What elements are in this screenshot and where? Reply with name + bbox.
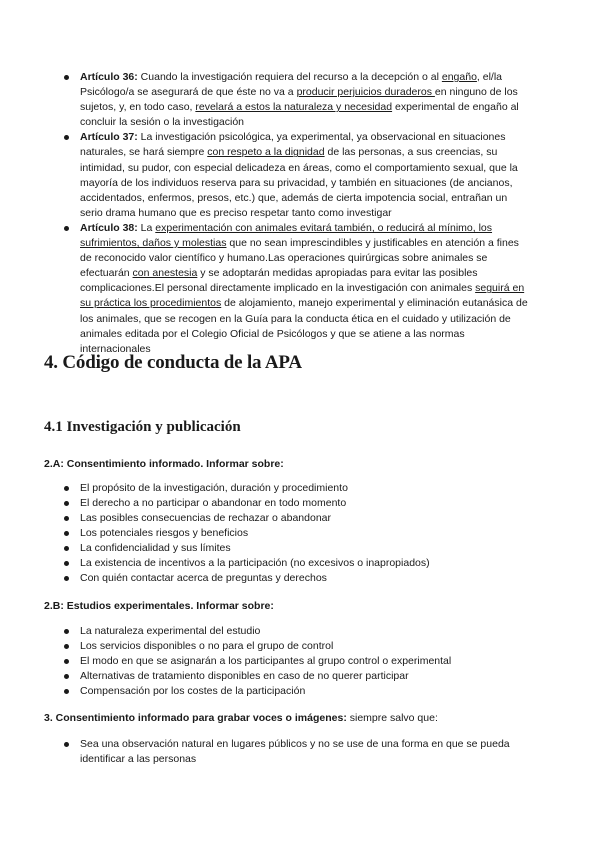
article-paragraph <box>80 130 528 221</box>
article-text: La investigación psicológica, ya experimental, ya observacional en situaciones naturales, se hará siempre <box>80 131 506 159</box>
subheading-3-suffix: siempre salvo que: <box>346 712 438 724</box>
article-text: experimental de engaño al concluir la sesión o la investigación <box>80 101 519 129</box>
article-text: La <box>137 221 156 234</box>
list-2a <box>62 481 542 586</box>
underlined-text: producir perjuicios duraderos <box>296 86 435 99</box>
article-item <box>62 130 528 221</box>
subheading-3-title: 3. Consentimiento informado para grabar voces o imágenes: <box>44 712 347 724</box>
article-text: , el/la Psicólogo/a se asegurará de que éste no va a <box>80 71 503 99</box>
list-item: La existencia de incentivos a la participación (no excesivos o inapropiados) <box>62 556 542 571</box>
underlined-text: seguirá en su práctica los procedimientos <box>80 282 525 310</box>
subheading-2b: 2.B: Estudios experimentales. Informar sobre: <box>44 600 274 612</box>
article-text: en ninguno de los sujetos, y, en todo caso, <box>80 86 518 114</box>
list-item: El modo en que se asignarán a los participantes al grupo control o experimental <box>62 654 542 669</box>
list-item: Los servicios disponibles o no para el grupo de control <box>62 639 542 654</box>
list-item: La confidencialidad y sus límites <box>62 541 542 556</box>
list-item: Sea una observación natural en lugares públicos y no se use de una forma en que se pueda identificar a las personas <box>62 737 512 767</box>
underlined-text: con respeto a la dignidad <box>207 146 325 159</box>
article-paragraph <box>80 70 528 130</box>
article-paragraph <box>80 221 528 357</box>
list-item: Las posibles consecuencias de rechazar o abandonar <box>62 511 542 526</box>
articles-list <box>62 70 528 357</box>
underlined-text: con anestesia <box>132 267 198 280</box>
list-item: El derecho a no participar o abandonar en todo momento <box>62 496 542 511</box>
article-text: de alojamiento, manejo experimental y eliminación eutanásica de los animales, que se recogen en la Guía para la conducta ética en el cuidado y utilización de animales editada por el Colegio Oficial de Psicólogos y que se atiene a las normas internacionales <box>80 297 528 355</box>
underlined-text: experimentación con animales evitará también, o reducirá al mínimo, los sufrimientos, daños y molestias <box>80 221 493 250</box>
section-heading: 4. Código de conducta de la APA <box>44 352 302 373</box>
list-item: Con quién contactar acerca de preguntas y derechos <box>62 571 542 586</box>
article-text: de las personas, a sus creencias, su intimidad, su pudor, con especial delicadeza en áreas, como el comportamiento sexual, que la mayoría de los individuos reserva para su privacidad, y también en situaciones (de ancianos, accidentados, enfermos, presos, etc.) que, además de cierta impotencia social, entrañan un serio drama humano que es preciso respetar tanto como investigar <box>80 146 518 219</box>
list-item: Alternativas de tratamiento disponibles en caso de no querer participar <box>62 669 542 684</box>
article-item <box>62 70 528 130</box>
underlined-text: revelará a estos la naturaleza y necesidad <box>195 101 393 114</box>
article-item <box>62 221 528 357</box>
subsection-heading: 4.1 Investigación y publicación <box>44 419 241 435</box>
article-text: Cuando la investigación requiera del recurso a la decepción o al <box>137 71 442 83</box>
article-text: que no sean imprescindibles y justificables en atención a fines de reconocido valor científico y humano.Las operaciones quirúrgicas sobre animales se efectuarán <box>80 237 519 280</box>
list-item: Compensación por los costes de la participación <box>62 684 542 699</box>
article-label: Artículo 37: <box>80 131 138 144</box>
list-item: El propósito de la investigación, duración y procedimiento <box>62 481 542 496</box>
article-text: y se adoptarán medidas apropiadas para evitar las posibles complicaciones.El personal directamente implicado en la investigación con animales <box>80 267 478 295</box>
underlined-text: engaño <box>441 71 477 83</box>
list-3 <box>62 737 512 767</box>
subheading-3 <box>44 711 438 725</box>
subheading-2a: 2.A: Consentimiento informado. Informar sobre: <box>44 458 284 470</box>
list-item: La naturaleza experimental del estudio <box>62 624 542 639</box>
article-label: Artículo 38: <box>80 221 138 234</box>
list-2b <box>62 624 542 699</box>
list-item: Los potenciales riesgos y beneficios <box>62 526 542 541</box>
article-label: Artículo 36: <box>80 71 138 83</box>
